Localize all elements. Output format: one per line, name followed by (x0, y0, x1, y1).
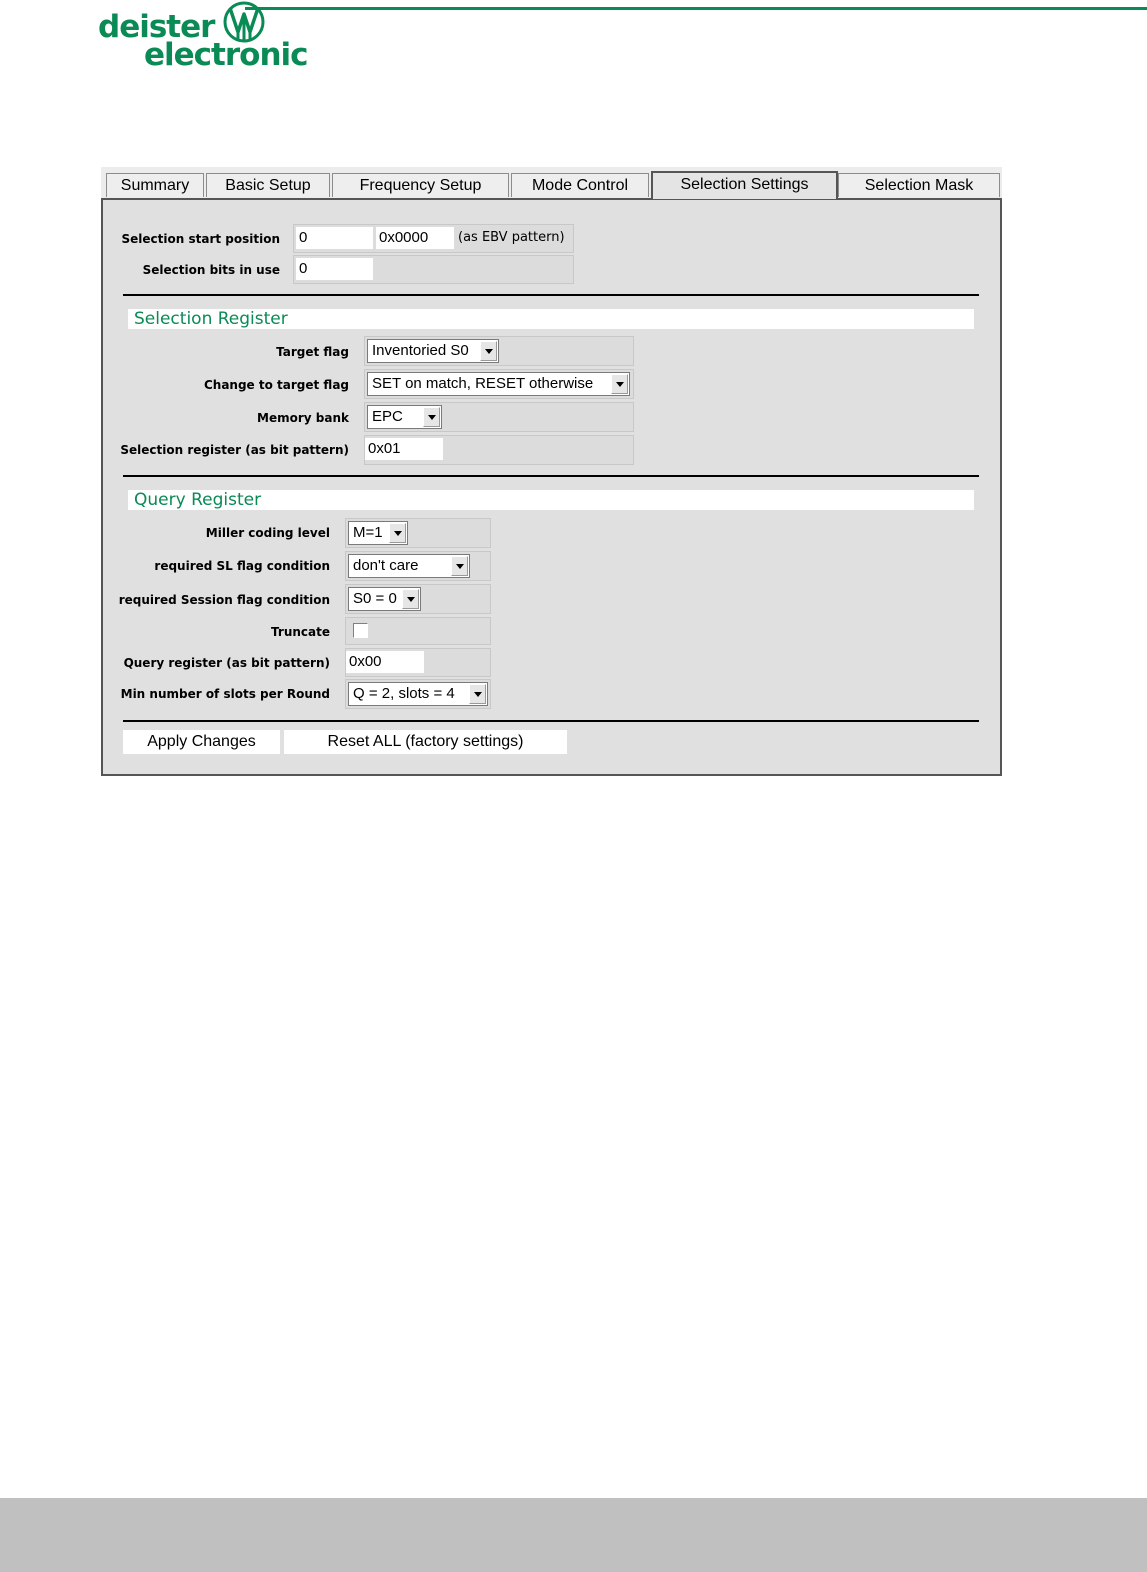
truncate-label: Truncate (271, 625, 330, 639)
truncate-checkbox[interactable] (353, 623, 368, 638)
bits-in-use-label: Selection bits in use (142, 263, 280, 277)
memory-bank-value: EPC (372, 408, 403, 425)
target-flag-value: Inventoried S0 (372, 342, 469, 359)
chevron-down-icon[interactable] (451, 556, 468, 576)
deister-logo (98, 0, 308, 75)
min-slots-select[interactable] (348, 682, 488, 706)
chevron-down-icon[interactable] (402, 589, 419, 609)
chevron-down-icon[interactable] (423, 407, 440, 427)
target-flag-label: Target flag (276, 345, 349, 359)
tab-mode-control[interactable]: Mode Control (511, 173, 649, 197)
query-register-pattern-input[interactable]: 0x00 (346, 651, 424, 673)
memory-bank-label: Memory bank (257, 411, 349, 425)
query-register-heading: Query Register (128, 490, 974, 510)
selection-settings-panel (101, 198, 1002, 776)
apply-changes-button[interactable]: Apply Changes (123, 730, 280, 754)
min-slots-label: Min number of slots per Round (120, 687, 330, 701)
chevron-down-icon[interactable] (389, 523, 406, 543)
start-position-input[interactable]: 0 (296, 227, 373, 249)
miller-coding-select[interactable] (348, 521, 408, 545)
sl-flag-label: required SL flag condition (154, 559, 330, 573)
tab-selection-settings[interactable]: Selection Settings (651, 171, 838, 199)
miller-coding-value: M=1 (353, 524, 383, 541)
divider (123, 475, 979, 477)
start-position-hex-input[interactable]: 0x0000 (376, 227, 454, 249)
session-flag-label: required Session flag condition (118, 593, 330, 607)
chevron-down-icon[interactable] (611, 374, 628, 394)
divider (123, 720, 979, 722)
change-target-flag-label: Change to target flag (203, 378, 349, 392)
miller-coding-label: Miller coding level (205, 526, 330, 540)
tree-crest-icon (218, 0, 270, 44)
settings-window (101, 167, 1002, 776)
session-flag-value: S0 = 0 (353, 590, 397, 607)
tab-basic-setup[interactable]: Basic Setup (206, 173, 330, 197)
selection-register-heading: Selection Register (128, 309, 974, 329)
ebv-pattern-note: (as EBV pattern) (458, 230, 565, 245)
change-target-flag-select[interactable] (367, 372, 630, 396)
page-footer-bar (0, 1498, 1147, 1572)
selection-register-pattern-input[interactable]: 0x01 (365, 438, 443, 460)
logo-word-deister: deister (98, 9, 215, 45)
sl-flag-select[interactable] (348, 554, 470, 578)
min-slots-value: Q = 2, slots = 4 (353, 685, 455, 702)
session-flag-select[interactable] (348, 587, 421, 611)
tab-summary[interactable]: Summary (106, 173, 204, 197)
tab-selection-mask[interactable]: Selection Mask (838, 173, 1000, 197)
logo-word-electronic: electronic (144, 37, 308, 73)
reset-all-button[interactable]: Reset ALL (factory settings) (284, 730, 567, 754)
chevron-down-icon[interactable] (480, 341, 497, 361)
start-position-label: Selection start position (121, 232, 280, 246)
chevron-down-icon[interactable] (469, 684, 486, 704)
tab-frequency-setup[interactable]: Frequency Setup (332, 173, 509, 197)
bits-in-use-input[interactable]: 0 (296, 258, 373, 280)
selection-register-pattern-label: Selection register (as bit pattern) (120, 443, 349, 457)
change-target-flag-value: SET on match, RESET otherwise (372, 375, 594, 392)
header-rule (245, 7, 1147, 10)
memory-bank-select[interactable] (367, 405, 442, 429)
query-register-pattern-label: Query register (as bit pattern) (123, 656, 330, 670)
target-flag-select[interactable] (367, 339, 499, 363)
sl-flag-value: don't care (353, 557, 419, 574)
divider (123, 294, 979, 296)
